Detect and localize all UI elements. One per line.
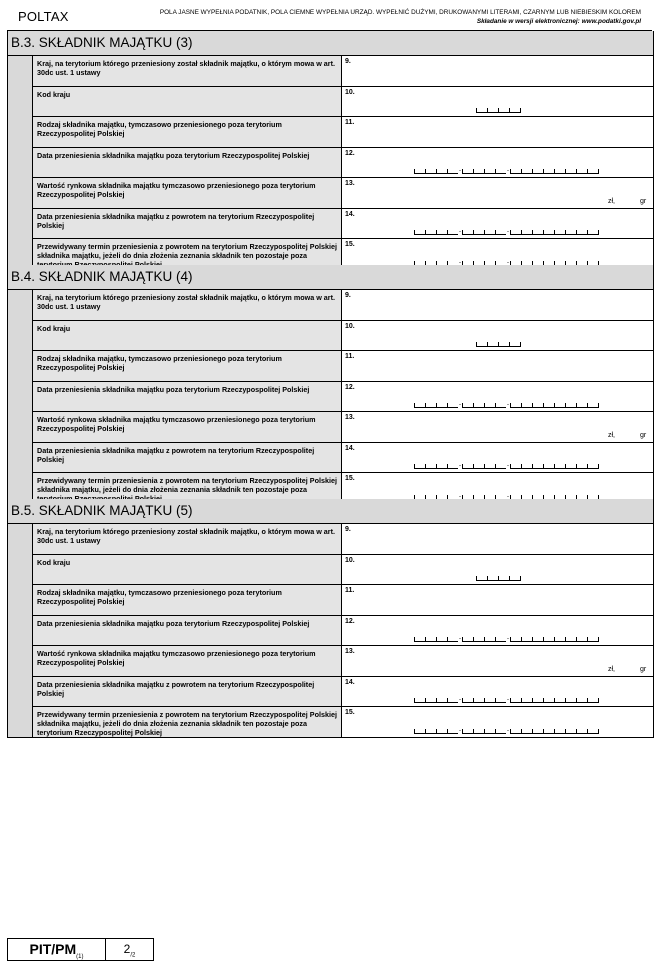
- field-label: Data przeniesienia składnika majątku poza terytorium Rzeczypospolitej Polskiej: [33, 382, 342, 412]
- section-b4: [7, 265, 654, 504]
- section-gutter: [8, 524, 33, 737]
- field-label: Wartość rynkowa składnika majątku tymczasowo przeniesionego poza terytorium Rzeczypospolitej Polskiej: [33, 178, 342, 208]
- country-field[interactable]: [342, 290, 653, 320]
- return-date-field[interactable]: [342, 443, 653, 473]
- page-header: [0, 0, 658, 30]
- date-comb: - -: [414, 637, 599, 642]
- field-row-country-code: [33, 321, 653, 352]
- country-code-field[interactable]: [342, 555, 653, 585]
- country-field[interactable]: [342, 56, 653, 86]
- section-b5: [7, 499, 654, 738]
- asset-type-field[interactable]: [342, 585, 653, 615]
- field-label: Kraj, na terytorium którego przeniesiony został składnik majątku, o którym mowa w art. 30dc ust. 1 ustawy: [33, 290, 342, 320]
- field-number: 9.: [345, 292, 351, 299]
- code-comb: [476, 576, 521, 581]
- market-value-field[interactable]: [342, 646, 653, 676]
- date-comb: - -: [414, 495, 599, 500]
- field-label: Kraj, na terytorium którego przeniesiony został składnik majątku, o którym mowa w art. 30dc ust. 1 ustawy: [33, 56, 342, 86]
- field-number: 14.: [345, 444, 355, 452]
- field-row-market-value: [33, 412, 653, 443]
- fill-instruction: POLA JASNE WYPEŁNIA PODATNIK, POLA CIEMNE WYPEŁNIA URZĄD. WYPEŁNIĆ DUŻYMI, DRUKOWANYMI LITERAMI, CZARNYM LUB NIEBIESKIM KOLOREM: [159, 9, 641, 16]
- country-code-field[interactable]: [342, 321, 653, 351]
- section-title: B.5. SKŁADNIK MAJĄTKU (5): [8, 499, 653, 524]
- field-label: Rodzaj składnika majątku, tymczasowo przeniesionego poza terytorium Rzeczypospolitej Polskiej: [33, 117, 342, 147]
- field-label: Kod kraju: [33, 555, 342, 585]
- form-name: PIT/PM: [29, 941, 77, 957]
- page-total: /2: [130, 952, 136, 959]
- field-label: Data przeniesienia składnika majątku poza terytorium Rzeczypospolitej Polskiej: [33, 148, 342, 178]
- form-footer: [7, 938, 154, 961]
- field-number: 14.: [345, 678, 355, 686]
- field-row-asset-type: [33, 117, 653, 148]
- market-value-field[interactable]: [342, 412, 653, 442]
- field-number: 13.: [345, 180, 355, 187]
- return-date-field[interactable]: [342, 677, 653, 707]
- section-title: B.3. SKŁADNIK MAJĄTKU (3): [8, 31, 653, 56]
- field-number: 10.: [345, 322, 355, 330]
- market-value-field[interactable]: [342, 178, 653, 208]
- instructions: [160, 8, 641, 26]
- transfer-date-field[interactable]: [342, 616, 653, 646]
- zloty-label: zł,: [608, 431, 615, 439]
- field-label: Wartość rynkowa składnika majątku tymczasowo przeniesionego poza terytorium Rzeczypospolitej Polskiej: [33, 412, 342, 442]
- field-row-country: [33, 524, 653, 555]
- field-label: Wartość rynkowa składnika majątku tymczasowo przeniesionego poza terytorium Rzeczypospolitej Polskiej: [33, 646, 342, 676]
- field-number: 15.: [345, 241, 355, 248]
- date-comb: - -: [414, 403, 599, 408]
- field-number: 11.: [345, 119, 355, 126]
- section-b3: [7, 31, 654, 270]
- field-row-asset-type: [33, 585, 653, 616]
- grosz-label: gr: [640, 665, 647, 673]
- field-number: 14.: [345, 210, 355, 218]
- country-code-field[interactable]: [342, 87, 653, 117]
- return-date-field[interactable]: [342, 209, 653, 239]
- zloty-label: zł,: [608, 665, 615, 673]
- transfer-date-field[interactable]: [342, 382, 653, 412]
- transfer-date-field[interactable]: [342, 148, 653, 178]
- field-row-transfer-date: [33, 616, 653, 647]
- field-number: 10.: [345, 88, 355, 96]
- date-comb: - -: [414, 729, 599, 734]
- field-number: 12.: [345, 149, 355, 157]
- field-label: Przewidywany termin przeniesienia z powrotem na terytorium Rzeczypospolitej Polskiej składnika majątku, jeżeli do dnia złożenia zeznania składnik ten pozostaje poza: [33, 473, 342, 503]
- field-label: Rodzaj składnika majątku, tymczasowo przeniesionego poza terytorium Rzeczypospolitej Polskiej: [33, 585, 342, 615]
- zloty-label: zł,: [608, 197, 615, 205]
- grosz-label: gr: [640, 197, 647, 205]
- field-number: 9.: [345, 526, 351, 533]
- field-number: 12.: [345, 617, 355, 625]
- section-body: [8, 56, 653, 269]
- field-number: 15.: [345, 709, 355, 716]
- field-row-transfer-date: [33, 382, 653, 413]
- field-label: Kod kraju: [33, 87, 342, 117]
- date-comb: - -: [414, 169, 599, 174]
- field-number: 10.: [345, 556, 355, 564]
- date-comb: - -: [414, 230, 599, 235]
- date-comb: - -: [414, 261, 599, 266]
- field-row-country: [33, 290, 653, 321]
- date-comb: - -: [414, 464, 599, 469]
- code-comb: [476, 108, 521, 113]
- field-row-return-date: [33, 443, 653, 474]
- field-label: Przewidywany termin przeniesienia z powrotem na terytorium Rzeczypospolitej Polskiej składnika majątku, jeżeli do dnia złożenia zeznania składnik ten pozostaje poza: [33, 239, 342, 269]
- field-row-market-value: [33, 646, 653, 677]
- field-number: 9.: [345, 58, 351, 65]
- brand-label: POLTAX: [18, 9, 69, 24]
- field-number: 12.: [345, 383, 355, 391]
- field-row-expected-return: [33, 707, 653, 737]
- form-id: [8, 939, 106, 960]
- field-row-transfer-date: [33, 148, 653, 179]
- field-label: Kraj, na terytorium którego przeniesiony został składnik majątku, o którym mowa w art. 30dc ust. 1 ustawy: [33, 524, 342, 554]
- field-row-return-date: [33, 209, 653, 240]
- field-row-country-code: [33, 87, 653, 118]
- asset-type-field[interactable]: [342, 351, 653, 381]
- electronic-filing-note: Składanie w wersji elektronicznej: www.podatki.gov.pl: [476, 18, 641, 25]
- section-body: [8, 524, 653, 737]
- field-number: 11.: [345, 587, 355, 594]
- field-label: Data przeniesienia składnika majątku z powrotem na terytorium Rzeczypospolitej Polskiej: [33, 443, 342, 473]
- field-label: Data przeniesienia składnika majątku poza terytorium Rzeczypospolitej Polskiej: [33, 616, 342, 646]
- section-gutter: [8, 290, 33, 503]
- field-row-market-value: [33, 178, 653, 209]
- section-title: B.4. SKŁADNIK MAJĄTKU (4): [8, 265, 653, 290]
- field-number: 13.: [345, 414, 355, 421]
- code-comb: [476, 342, 521, 347]
- field-number: 15.: [345, 475, 355, 482]
- field-label: Przewidywany termin przeniesienia z powrotem na terytorium Rzeczypospolitej Polskiej składnika majątku, jeżeli do dnia złożenia zeznania składnik ten pozostaje poza terytorium Rzeczypospolitej Polskiej: [33, 707, 342, 737]
- section-gutter: [8, 56, 33, 269]
- field-label: Data przeniesienia składnika majątku z powrotem na terytorium Rzeczypospolitej Polskiej: [33, 677, 342, 707]
- grosz-label: gr: [640, 431, 647, 439]
- field-label: Rodzaj składnika majątku, tymczasowo przeniesionego poza terytorium Rzeczypospolitej Polskiej: [33, 351, 342, 381]
- asset-type-field[interactable]: [342, 117, 653, 147]
- field-number: 13.: [345, 648, 355, 655]
- section-body: [8, 290, 653, 503]
- field-number: 11.: [345, 353, 355, 360]
- country-field[interactable]: [342, 524, 653, 554]
- page-current: 2: [123, 942, 131, 956]
- field-row-return-date: [33, 677, 653, 708]
- field-label: Data przeniesienia składnika majątku z powrotem na terytorium Rzeczypospolitej Polskiej: [33, 209, 342, 239]
- field-row-country: [33, 56, 653, 87]
- field-label: Kod kraju: [33, 321, 342, 351]
- form-version: (1): [76, 953, 84, 960]
- expected-return-field[interactable]: [342, 707, 653, 737]
- field-row-asset-type: [33, 351, 653, 382]
- date-comb: - -: [414, 698, 599, 703]
- field-row-country-code: [33, 555, 653, 586]
- page-number: [106, 939, 153, 960]
